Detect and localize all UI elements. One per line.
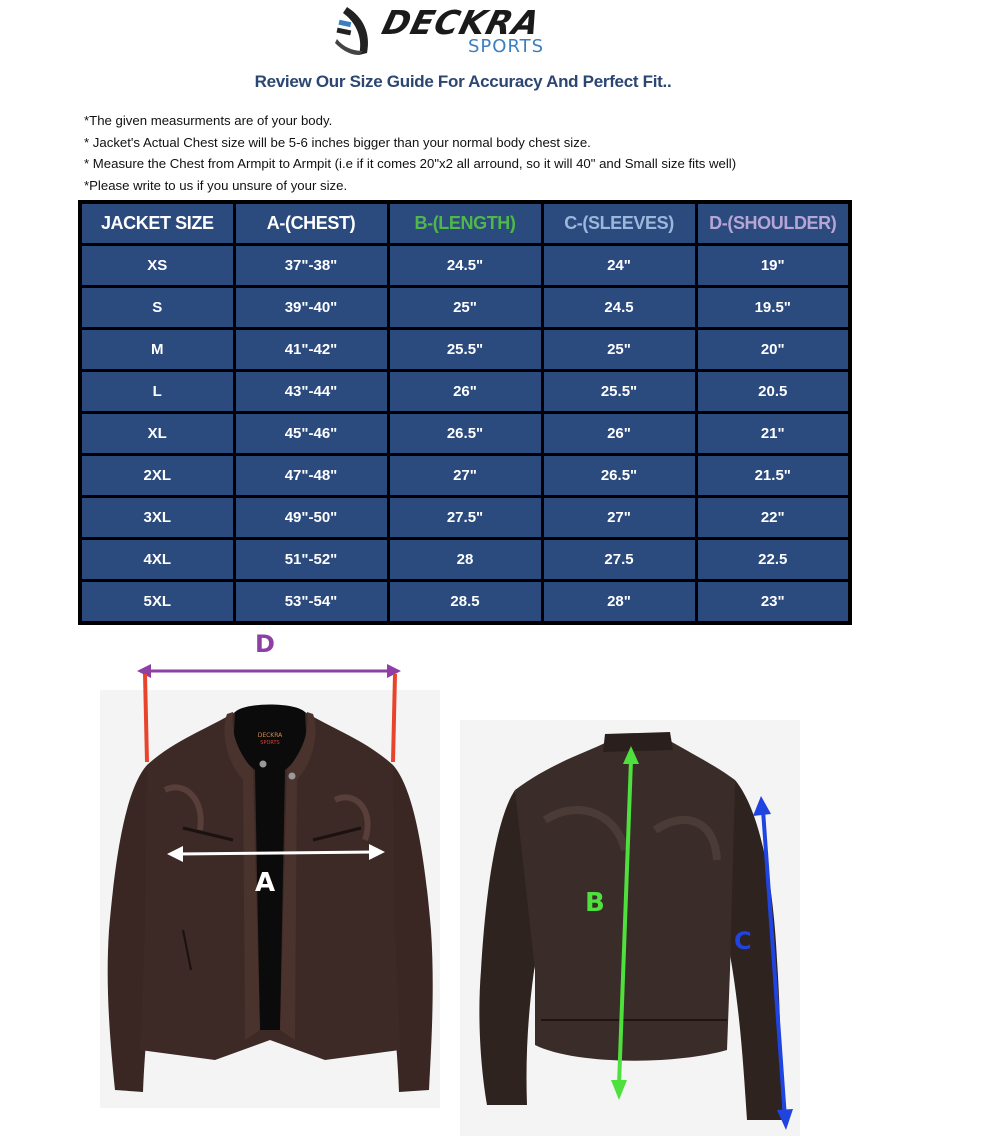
table-row <box>80 581 850 624</box>
cell-size: 2XL <box>80 455 234 497</box>
back-jacket-image <box>455 720 805 1136</box>
cell-shoulder: 19.5" <box>696 287 850 329</box>
header-shoulder: D-(SHOULDER) <box>696 202 850 245</box>
brand-swoosh-icon <box>333 5 377 57</box>
cell-shoulder: 20.5 <box>696 371 850 413</box>
shoulder-label: D <box>255 630 275 658</box>
cell-size: 4XL <box>80 539 234 581</box>
cell-chest: 37"-38" <box>234 245 388 287</box>
cell-size: L <box>80 371 234 413</box>
table-row <box>80 413 850 455</box>
cell-size: XS <box>80 245 234 287</box>
table-row <box>80 371 850 413</box>
table-row <box>80 497 850 539</box>
cell-size: 5XL <box>80 581 234 624</box>
table-body <box>80 245 850 624</box>
svg-text:DECKRA: DECKRA <box>257 732 283 739</box>
cell-sleeves: 25" <box>542 329 696 371</box>
header-length: B-(LENGTH) <box>388 202 542 245</box>
cell-length: 28.5 <box>388 581 542 624</box>
cell-sleeves: 26" <box>542 413 696 455</box>
cell-shoulder: 22.5 <box>696 539 850 581</box>
cell-shoulder: 20" <box>696 329 850 371</box>
cell-size: S <box>80 287 234 329</box>
table-row <box>80 287 850 329</box>
cell-chest: 41"-42" <box>234 329 388 371</box>
cell-shoulder: 21" <box>696 413 850 455</box>
cell-length: 28 <box>388 539 542 581</box>
brand-subtitle: SPORTS <box>468 36 545 57</box>
table-header-row <box>80 202 850 245</box>
cell-sleeves: 26.5" <box>542 455 696 497</box>
cell-length: 25.5" <box>388 329 542 371</box>
cell-chest: 47"-48" <box>234 455 388 497</box>
cell-chest: 49"-50" <box>234 497 388 539</box>
cell-length: 26" <box>388 371 542 413</box>
header-sleeves: C-(SLEEVES) <box>542 202 696 245</box>
cell-length: 25" <box>388 287 542 329</box>
table-row <box>80 539 850 581</box>
cell-shoulder: 22" <box>696 497 850 539</box>
brand-wordmark: DECKRA <box>378 3 545 42</box>
size-chart-table <box>78 200 852 625</box>
cell-chest: 53"-54" <box>234 581 388 624</box>
front-jacket-diagram <box>95 630 445 1110</box>
cell-size: M <box>80 329 234 371</box>
cell-shoulder: 23" <box>696 581 850 624</box>
cell-chest: 43"-44" <box>234 371 388 413</box>
cell-shoulder: 19" <box>696 245 850 287</box>
cell-shoulder: 21.5" <box>696 455 850 497</box>
svg-text:SPORTS: SPORTS <box>260 740 280 746</box>
cell-size: 3XL <box>80 497 234 539</box>
cell-sleeves: 24.5 <box>542 287 696 329</box>
cell-size: XL <box>80 413 234 455</box>
cell-length: 24.5" <box>388 245 542 287</box>
cell-sleeves: 24" <box>542 245 696 287</box>
brand-logo <box>333 3 573 59</box>
cell-length: 27" <box>388 455 542 497</box>
cell-sleeves: 27.5 <box>542 539 696 581</box>
note-item: * Jacket's Actual Chest size will be 5-6 inches bigger than your normal body chest size. <box>84 134 591 150</box>
measurement-notes <box>84 110 736 196</box>
cell-length: 27.5" <box>388 497 542 539</box>
note-item: *Please write to us if you unsure of your size. <box>84 177 348 193</box>
table-row <box>80 455 850 497</box>
chest-label: A <box>255 868 276 898</box>
note-item: *The given measurments are of your body. <box>84 113 333 128</box>
cell-sleeves: 28" <box>542 581 696 624</box>
page-title: Review Our Size Guide For Accuracy And Perfect Fit.. <box>254 72 672 91</box>
note-item: * Measure the Chest from Armpit to Armpit (i.e if it comes 20"x2 all arround, so it will 40" and Small size fits well) <box>84 156 737 171</box>
cell-chest: 45"-46" <box>234 413 388 455</box>
cell-chest: 51"-52" <box>234 539 388 581</box>
length-label: B <box>585 888 605 918</box>
table-row <box>80 329 850 371</box>
cell-sleeves: 27" <box>542 497 696 539</box>
cell-length: 26.5" <box>388 413 542 455</box>
cell-chest: 39"-40" <box>234 287 388 329</box>
back-jacket-diagram <box>455 720 805 1136</box>
cell-sleeves: 25.5" <box>542 371 696 413</box>
sleeve-label: C <box>734 927 752 955</box>
table-row <box>80 245 850 287</box>
header-chest: A-(CHEST) <box>234 202 388 245</box>
header-jacket-size: JACKET SIZE <box>80 202 234 245</box>
